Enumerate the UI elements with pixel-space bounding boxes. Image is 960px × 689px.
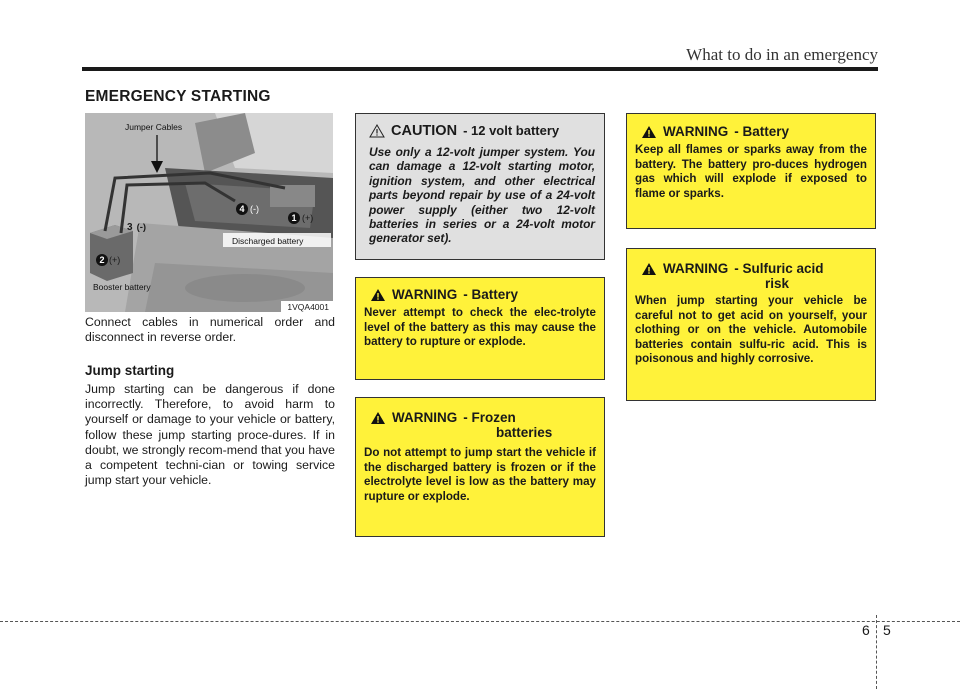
warning-subtitle-line2: risk xyxy=(765,276,790,291)
jump-starting-paragraph: Jump starting can be dangerous if done incorrectly. Therefore, to avoid harm to yourself or damage to your vehicle or battery, follow these jump starting proce-dures. If in doubt, we strongly recom-mend that you have a competent techni-cian or towing service jump start your vehicle. xyxy=(85,382,335,488)
page-number: 5 xyxy=(883,622,891,638)
jump-start-figure xyxy=(85,113,333,312)
jump-starting-heading: Jump starting xyxy=(85,363,175,378)
warning-header xyxy=(635,261,867,276)
caution-triangle-icon xyxy=(369,124,385,138)
warning-text: Keep all flames or sparks away from the battery. The battery pro-duces hydrogen gas which will explode if exposed to flame or sparks. xyxy=(635,143,867,200)
marker-3: 3 (-) xyxy=(127,222,147,233)
figure-code: 1VQA4001 xyxy=(281,301,333,312)
warning-header xyxy=(364,410,596,425)
marker-1: 1 (+) xyxy=(288,212,313,224)
marker-4: 4 (-) xyxy=(236,203,259,215)
warning-label: WARNING xyxy=(392,287,458,302)
caution-subtitle: - 12 volt battery xyxy=(463,123,560,138)
warning-text: Never attempt to check the elec-trolyte level of the battery as this may cause the battery to rupture or explode. xyxy=(364,306,596,349)
warning-box-flames xyxy=(626,113,876,229)
jumper-cables-label: Jumper Cables xyxy=(125,122,183,132)
warning-box-sulfuric-acid xyxy=(626,248,876,401)
warning-subtitle: - Battery xyxy=(734,124,790,139)
chapter-number: 6 xyxy=(862,622,870,638)
header-rule xyxy=(82,67,878,71)
warning-triangle-icon xyxy=(370,411,386,425)
warning-subtitle: - Battery xyxy=(463,287,519,302)
caution-text: Use only a 12-volt jumper system. You can damage a 12-volt starting motor, ignition system, and other electrical parts beyond repair by use of a 24-volt power supply (either two 12-volt batteries in series or a 24-volt motor generator set). xyxy=(369,145,595,246)
warning-triangle-icon xyxy=(641,125,657,139)
footer-rule xyxy=(0,621,960,622)
warning-subtitle-line2: batteries xyxy=(496,425,553,440)
warning-subtitle: - Sulfuric acid xyxy=(734,261,824,276)
warning-label: WARNING xyxy=(663,124,729,139)
warning-triangle-icon xyxy=(370,288,386,302)
warning-header xyxy=(364,287,596,302)
warning-label: WARNING xyxy=(663,261,729,276)
section-title: EMERGENCY STARTING xyxy=(85,88,271,105)
warning-text: Do not attempt to jump start the vehicle if the discharged battery is frozen or if the electrolyte level is low as the battery may rupture or explode. xyxy=(364,446,596,503)
caution-header xyxy=(369,123,595,139)
warning-subtitle: - Frozen xyxy=(463,410,516,425)
page-separator xyxy=(876,615,877,689)
discharged-battery-label: Discharged battery xyxy=(232,236,304,246)
warning-box-electrolyte xyxy=(355,277,605,380)
warning-text: When jump starting your vehicle be careful not to get acid on yourself, your clothing or on the vehicle. Automobile batteries contain sulfu-ric acid. This is poisonous and highly corrosive. xyxy=(635,294,867,366)
marker-2: 2 (+) xyxy=(96,254,120,266)
warning-label: WARNING xyxy=(392,410,458,425)
booster-battery-label: Booster battery xyxy=(93,282,151,292)
warning-triangle-icon xyxy=(641,262,657,276)
intro-paragraph: Connect cables in numerical order and disconnect in reverse order. xyxy=(85,315,335,345)
warning-box-frozen xyxy=(355,397,605,537)
caution-box xyxy=(355,113,605,260)
warning-header xyxy=(635,124,867,139)
caution-label: CAUTION xyxy=(391,123,458,139)
chapter-title: What to do in an emergency xyxy=(686,45,878,64)
